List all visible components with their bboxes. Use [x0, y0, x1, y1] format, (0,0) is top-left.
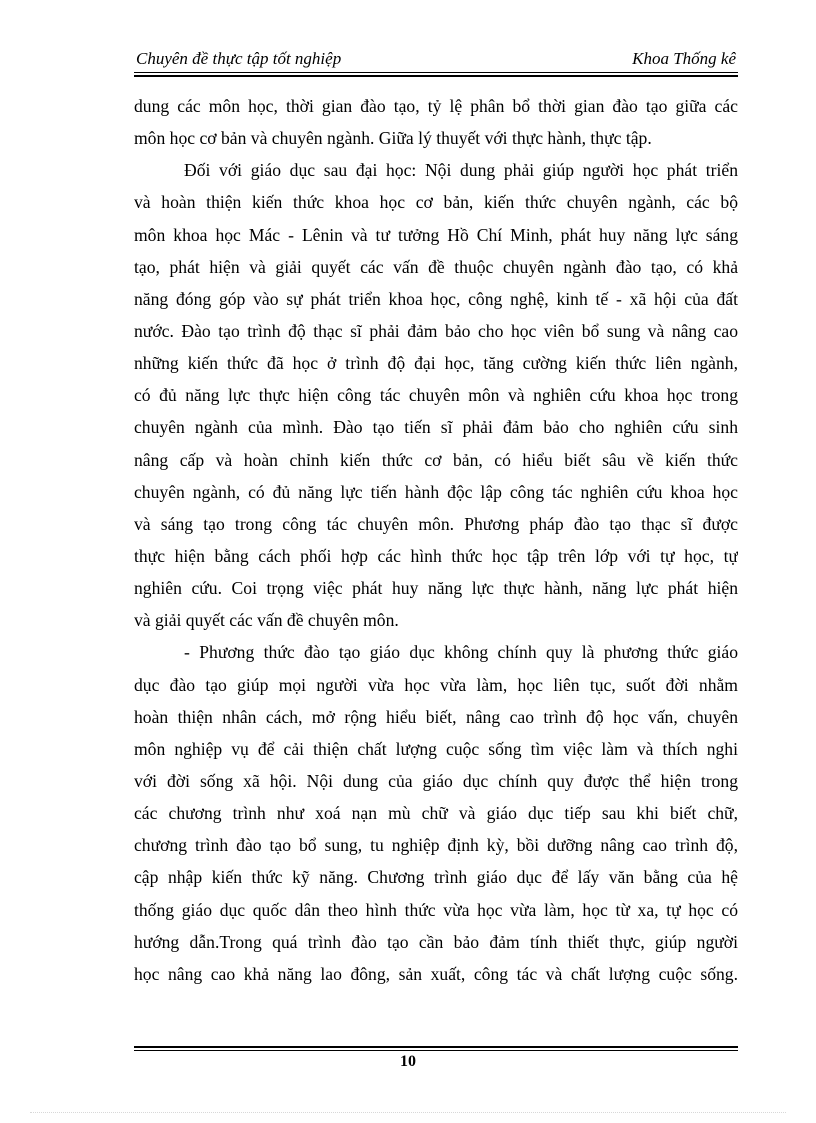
text-line: và sáng tạo trong công tác chuyên môn. Phương pháp đào tạo thạc sĩ được [134, 513, 738, 534]
text-line: tạo, phát hiện và giải quyết các vấn đề thuộc chuyên ngành đào tạo, có khả [134, 256, 738, 277]
text-line: với đời sống xã hội. Nội dung của giáo dục chính quy được thể hiện trong [134, 770, 738, 791]
header-department: Khoa Thống kê [632, 49, 736, 68]
text-line: học nâng cao khả năng lao đông, sản xuất, công tác và chất lượng cuộc sống. [134, 963, 738, 984]
page-number: 10 [400, 1053, 416, 1070]
text-line: dục đào tạo giúp mọi người vừa học vừa làm, học liên tục, suốt đời nhằm [134, 674, 738, 695]
text-line: - Phương thức đào tạo giáo dục không chính quy là phương thức giáo [184, 642, 738, 663]
header-divider [134, 72, 738, 73]
text-line: môn khoa học Mác - Lênin và tư tưởng Hồ Chí Minh, phát huy năng lực sáng [134, 224, 738, 245]
page-bottom-edge [30, 1112, 786, 1114]
footer-divider-thick [134, 1046, 738, 1048]
text-line: hoàn thiện nhân cách, mở rộng hiểu biết, nâng cao trình độ học vấn, chuyên [134, 706, 738, 727]
body-text [134, 90, 738, 990]
text-line: Đối với giáo dục sau đại học: Nội dung phải giúp người học phát triển [184, 160, 738, 181]
text-line: chương trình đào tạo bổ sung, tu nghiệp định kỳ, bồi dưỡng nâng cao trình độ, [134, 835, 738, 856]
text-line: dung các môn học, thời gian đào tạo, tỷ lệ phân bổ thời gian đào tạo giữa các [134, 96, 738, 116]
text-line: thống giáo dục quốc dân theo hình thức vừa học vừa làm, học từ xa, tự học có [134, 899, 738, 920]
text-line: thực hiện bằng cách phối hợp các hình thức học tập trên lớp với tự học, tự [134, 545, 738, 566]
text-line: có đủ năng lực thực hiện công tác chuyên môn và nghiên cứu khoa học trong [134, 385, 738, 406]
text-line: nghiên cứu. Coi trọng việc phát huy năng lực thực hành, năng lực phát hiện [134, 578, 738, 599]
text-line: và giải quyết các vấn đề chuyên môn. [134, 610, 399, 631]
text-line: hướng dẫn.Trong quá trình đào tạo cần bảo đảm tính thiết thực, giúp người [134, 931, 738, 952]
text-line: nâng cấp và hoàn chỉnh kiến thức cơ bản, có hiểu biết sâu về kiến thức [134, 449, 738, 470]
header-title: Chuyên đề thực tập tốt nghiệp [136, 49, 342, 68]
header-divider-thick [134, 75, 738, 77]
footer-divider [134, 1050, 738, 1051]
text-line: và hoàn thiện kiến thức khoa học cơ bản, kiến thức chuyên ngành, các bộ [134, 192, 738, 213]
text-line: cập nhập kiến thức kỹ năng. Chương trình giáo dục để lấy văn bằng của hệ [134, 867, 738, 888]
text-line: các chương trình như xoá nạn mù chữ và giáo dục tiếp sau khi biết chữ, [134, 803, 738, 824]
text-line: môn học cơ bản và chuyên ngành. Giữa lý thuyết với thực hành, thực tập. [134, 128, 652, 149]
text-line: môn nghiệp vụ để cải thiện chất lượng cuộc sống tìm việc làm và thích nghi [134, 738, 738, 759]
text-line: chuyên ngành của mình. Đào tạo tiến sĩ phải đảm bảo cho nghiên cứu sinh [134, 417, 738, 438]
text-line: chuyên ngành, có đủ năng lực tiến hành độc lập công tác nghiên cứu khoa học [134, 481, 738, 502]
text-line: những kiến thức đã học ở trình độ đại học, tăng cường kiến thức liên ngành, [134, 353, 738, 374]
text-line: nước. Đào tạo trình độ thạc sĩ phải đảm bảo cho học viên bổ sung và nâng cao [134, 320, 738, 341]
page-header [134, 48, 738, 72]
text-line: năng đóng góp vào sự phát triển khoa học, công nghệ, kinh tế - xã hội của đất [134, 288, 738, 309]
